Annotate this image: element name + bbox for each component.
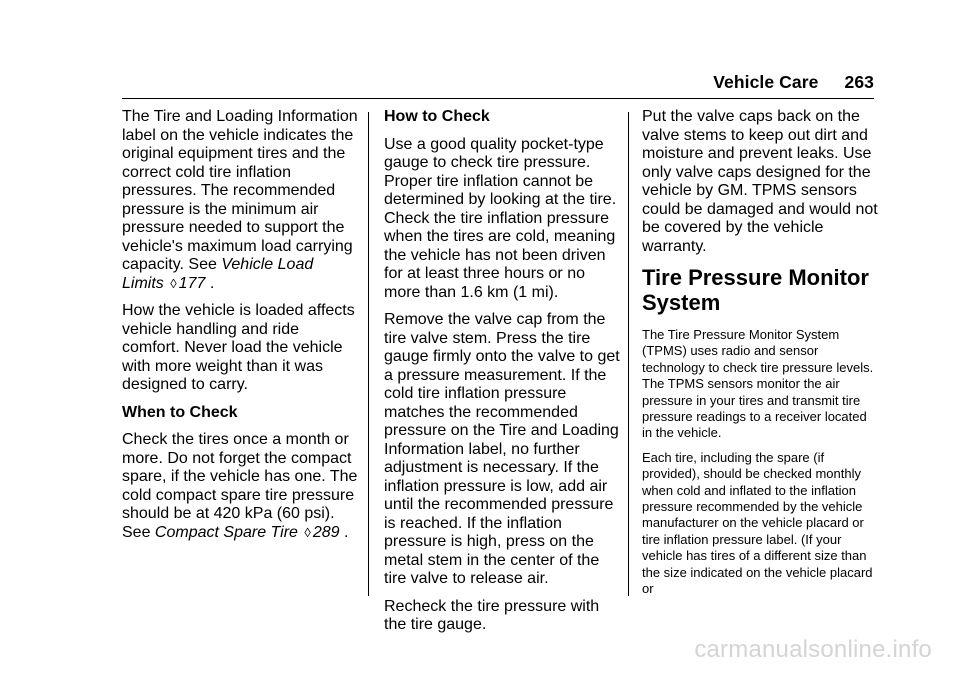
column-3	[642, 108, 878, 606]
paragraph: Remove the valve cap from the tire valve stem. Press the tire gauge firmly onto the valve to get a pressure measurement. If the cold tire inflation pressure matches the recommended pressure on the Tire and Loading Information label, no further adjustment is necessary. If the inflation pressure is low, add air until the recommended pressure is reached. If the inflation pressure is high, press on the metal stem in the center of the tire valve to release air.	[384, 311, 620, 587]
subheading: When to Check	[122, 403, 238, 421]
paragraph: The Tire Pressure Monitor System (TPMS) uses radio and sensor technology to check tire pressure levels. The TPMS sensors monitor the air pressure in your tires and transmit tire pressure readings to a receiver located in the vehicle.	[642, 327, 874, 441]
section-heading: Tire Pressure Monitor System	[642, 265, 869, 315]
page-reference[interactable]: 289	[312, 523, 340, 541]
paragraph: Recheck the tire pressure with the tire gauge.	[384, 597, 600, 633]
page-reference[interactable]: 177	[178, 274, 206, 292]
column-divider-2	[628, 112, 629, 596]
paragraph-text: The Tire and Loading Information label on the vehicle indicates the original equipment tires and the correct cold tire inflation pressures. The recommended pressure is the minimum air pressure needed to support the vehicle's maximum load carrying capacity. See	[122, 108, 358, 273]
page-header	[713, 72, 874, 93]
page-number: 263	[844, 72, 874, 92]
paragraph: Use a good quality pocket-type gauge to check tire pressure. Proper tire inflation cannot be determined by looking at the tire. Check the tire inflation pressure when the tires are cold, meaning the vehicle has not been driven for at least three hours or no more than 1.6 km (1 mi).	[384, 135, 617, 301]
page-reference-icon: ◊	[170, 275, 177, 291]
paragraph: Put the valve caps back on the valve stems to keep out dirt and moisture and prevent leaks. Use only valve caps designed for the vehicle by GM. TPMS sensors could be damaged and would not be covered by the vehicle warranty.	[642, 108, 878, 255]
column-divider-1	[368, 112, 369, 596]
paragraph: The Tire and Loading Information label on the vehicle indicates the original equipment tires and the correct cold tire inflation pressures. The recommended pressure is the minimum air pressure needed to support the vehicle's maximum load carrying capacity. See Vehicle Load Limits ◊ 177 .	[122, 108, 358, 292]
paragraph: How the vehicle is loaded affects vehicle handling and ride comfort. Never load the vehicle with more weight than it was designed to carry.	[122, 302, 355, 393]
paragraph: Each tire, including the spare (if provided), should be checked monthly when cold and inflated to the inflation pressure recommended by the vehicle manufacturer on the vehicle placard or tire inflation pressure label. (If your vehicle has tires of a different size than the size indicated on the vehicle placard or	[642, 449, 873, 597]
cross-reference-link[interactable]: Vehicle Load Limits	[122, 256, 314, 292]
cross-reference-link[interactable]: Compact Spare Tire	[154, 523, 298, 541]
column-1	[122, 108, 358, 551]
watermark: carmanualsonline.info	[694, 636, 932, 663]
paragraph-text: Check the tires once a month or more. Do not forget the compact spare, if the vehicle has one. The cold compact spare tire pressure should be at 420 kPa (60 psi). See	[122, 431, 358, 541]
header-rule	[122, 98, 874, 99]
page-reference-icon: ◊	[304, 524, 311, 540]
header-title: Vehicle Care	[713, 72, 819, 92]
column-2	[384, 108, 624, 644]
subheading: How to Check	[384, 108, 490, 125]
paragraph: Check the tires once a month or more. Do not forget the compact spare, if the vehicle has one. The cold compact spare tire pressure should be at 420 kPa (60 psi). See Compact Spare Tire ◊ 289 .	[122, 431, 358, 541]
